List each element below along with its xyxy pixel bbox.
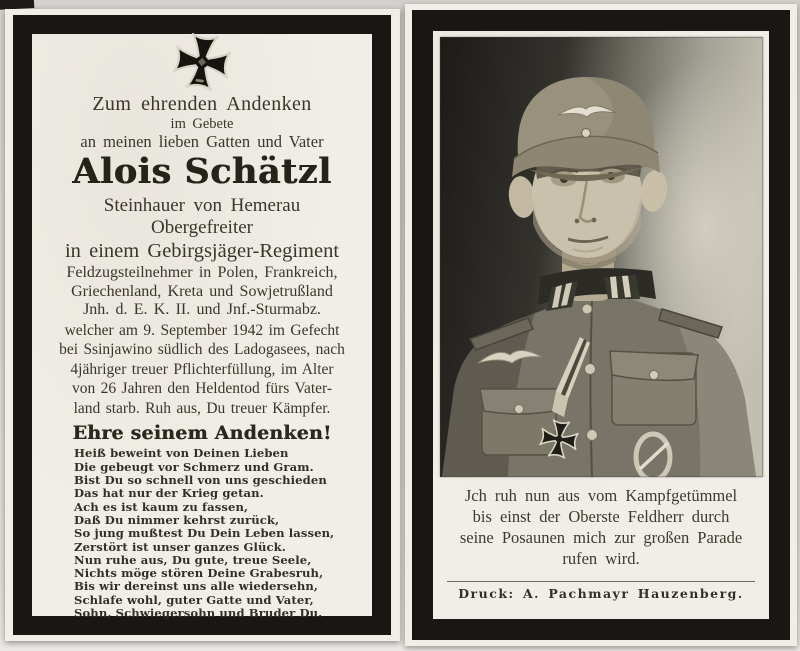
verse-line: Jch ruh nun aus vom Kampfgetümmel bbox=[464, 486, 738, 505]
right-page bbox=[405, 4, 797, 646]
printer-imprint: Druck: A. Pachmayr Hauzenberg. bbox=[458, 586, 744, 601]
imprint-divider bbox=[447, 581, 755, 582]
soldier-portrait-photo bbox=[440, 37, 763, 477]
poem-line: Ach es ist kaum zu fassen, bbox=[74, 499, 249, 514]
obituary-line: welcher am 9. September 1942 im Gefecht bbox=[64, 321, 340, 339]
right-page-frame bbox=[412, 10, 790, 640]
tunic-button bbox=[584, 364, 595, 375]
right-page-content bbox=[433, 31, 769, 619]
poem-line: So jung mußtest Du Dein Leben lassen, bbox=[74, 526, 335, 541]
obituary-line: bei Ssinjawino südlich des Ladogasees, nach bbox=[59, 341, 345, 359]
verse-line: seine Posaunen mich zur großen Parade bbox=[459, 528, 743, 547]
verse-line: rufen wird. bbox=[562, 549, 640, 568]
memorial-poem bbox=[34, 447, 370, 620]
honor-heading: Ehre seinem Andenken! bbox=[72, 422, 332, 445]
poem-line: Bis wir dereinst uns alle wiedersehn, bbox=[74, 579, 319, 594]
memorial-verse bbox=[433, 485, 769, 569]
service-record-line: Griechenland, Kreta und Sowjetrußland bbox=[71, 282, 333, 300]
memorial-intro-line: an meinen lieben Gatten und Vater bbox=[80, 132, 324, 151]
poem-line: Schlafe wohl, guter Gatte und Vater, bbox=[74, 592, 314, 607]
chest-pocket bbox=[480, 389, 558, 455]
deceased-name: Alois Schätzl bbox=[72, 151, 332, 192]
obituary-line: land starb. Ruh aus, Du treuer Kämpfer. bbox=[73, 399, 331, 417]
left-page-frame bbox=[13, 15, 391, 635]
poem-line: Die gebeugt vor Schmerz und Gram. bbox=[74, 459, 314, 474]
iron-cross-icon bbox=[168, 28, 237, 95]
service-record-line: Jnh. d. E. K. II. und Jnf.-Sturmabz. bbox=[83, 301, 321, 318]
poem-line: Bist Du so schnell von uns geschieden bbox=[74, 473, 327, 488]
poem-line: Nun ruhe aus, Du gute, treue Seele, bbox=[74, 552, 312, 567]
poem-line: Zerstört ist unser ganzes Glück. bbox=[74, 539, 286, 554]
occupation-origin-line: Steinhauer von Hemerau bbox=[103, 195, 301, 216]
memorial-intro-line: Zum ehrenden Andenken bbox=[92, 93, 312, 115]
tunic-button bbox=[582, 304, 592, 314]
iron-cross-medal-icon bbox=[34, 32, 370, 92]
poem-line: Sohn, Schwiegersohn und Bruder Du. bbox=[74, 606, 323, 621]
memorial-intro-line: im Gebete bbox=[170, 116, 234, 132]
tunic-button bbox=[586, 430, 597, 441]
poem-line: Heiß beweint von Deinen Lieben bbox=[74, 446, 289, 461]
poem-line: Nichts möge stören Deine Grabesruh, bbox=[74, 566, 324, 581]
rank-line: Obergefreiter bbox=[151, 217, 253, 238]
poem-line: Daß Du nimmer kehrst zurück, bbox=[74, 512, 280, 527]
verse-line: bis einst der Oberste Feldherr durch bbox=[472, 507, 730, 526]
poem-line: Das hat nur der Krieg getan. bbox=[74, 486, 264, 501]
collar-tab bbox=[604, 275, 640, 299]
left-page bbox=[5, 9, 400, 641]
chest-pocket bbox=[610, 351, 698, 425]
regiment-line: in einem Gebirgsjäger-Regiment bbox=[64, 240, 340, 262]
left-page-content bbox=[32, 34, 372, 621]
service-record-line: Feldzugsteilnehmer in Polen, Frankreich, bbox=[66, 264, 338, 281]
cap-button bbox=[581, 129, 590, 138]
obituary-line: von 26 Jahren den Heldentod fürs Vater- bbox=[71, 380, 333, 398]
obituary-line: 4jähriger treuer Pflichterfüllung, im Alter bbox=[70, 360, 334, 378]
